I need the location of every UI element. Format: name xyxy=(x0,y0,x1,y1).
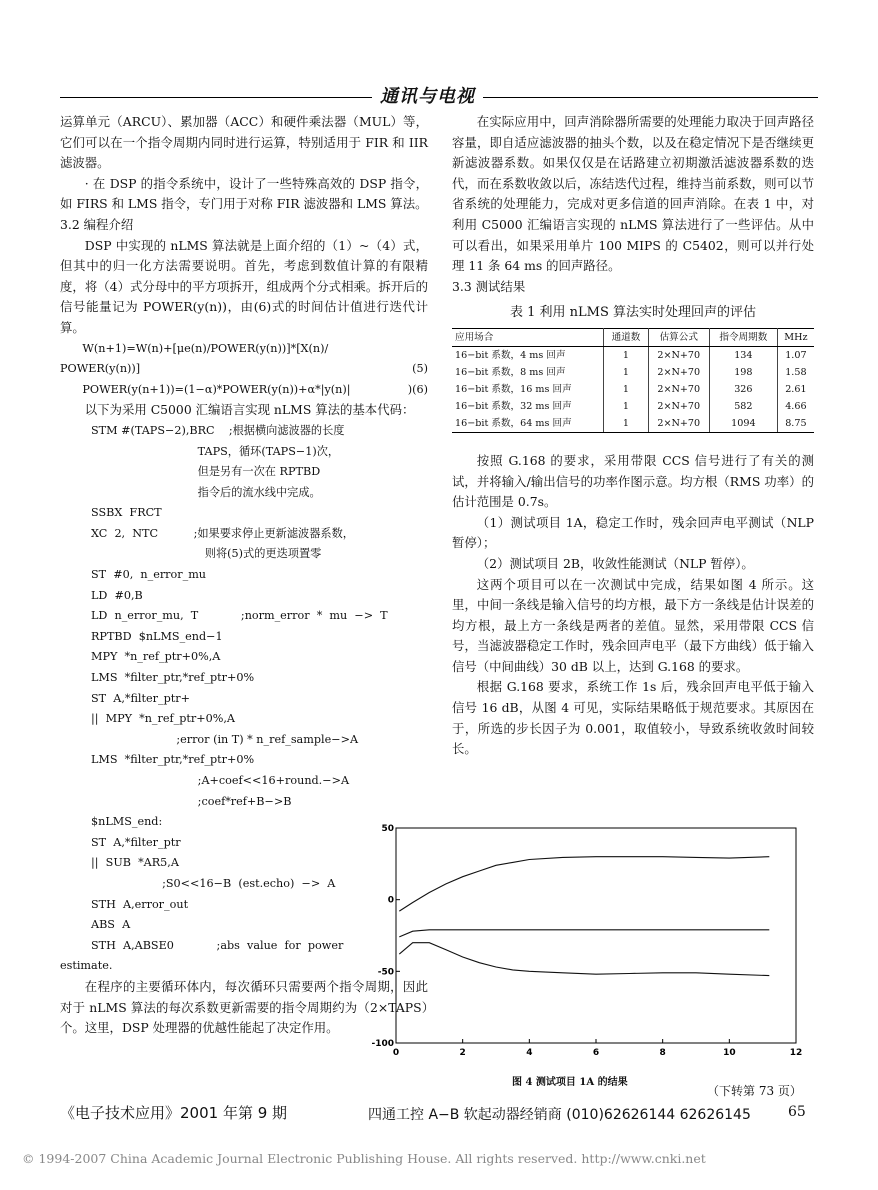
x-tick-label: 10 xyxy=(723,1048,736,1058)
x-tick-label: 0 xyxy=(392,1048,400,1058)
paragraph: · 在 DSP 的指令系统中，设计了一些特殊高效的 DSP 指令，如 FIRS 和 LMS 指令，专门用于对称 FIR 滤波器和 LMS 算法。 xyxy=(60,175,428,212)
code-line: ABS A xyxy=(91,918,131,932)
code-line: LD #0,B xyxy=(91,588,143,602)
paragraph: 根据 G.168 要求，系统工作 1s 后，残余回声电平低于输入信号 16 dB，从图 4 可见，实际结果略低于规范要求。其原因在于，所选的步长因子为 0.001，取值较小，导致系统收敛时间较长。 xyxy=(452,679,814,757)
series-line-1 xyxy=(399,857,769,911)
table-cell: 2×N+70 xyxy=(648,415,709,433)
equation-text: POWER(y(n+1))=(1−α)*POWER(y(n))+α*|y(n)| xyxy=(82,382,351,396)
x-tick-label: 8 xyxy=(659,1048,666,1058)
paragraph: 在实际应用中，回声消除器所需要的处理能力取决于回声路径容量，即自适应滤波器的抽头个数，以及在稳定情况下是否继续更新滤波器系数。如果仅仅是在话路建立初期激活滤波器系数的迭代，而在系数收敛以后，冻结迭代过程，维持当前系数，则可以节省系统的处理能力，完成对更多信道的回声消除。在表 1 中，对利用 C5000 汇编语言实现的 nLMS 算法进行了一些评估。从中可以看出，如果采用单片 100 MIPS 的 C5402，则可以并行处理 11 条 64 ms 的回声路径。 xyxy=(452,114,814,274)
equation-number: )(6) xyxy=(407,382,428,396)
code-line: ST #0, n_error_mu xyxy=(91,568,207,582)
copyright-notice: © 1994-2007 China Academic Journal Electronic Publishing House. All rights reserved. http://www.cnki.net xyxy=(22,1151,706,1166)
code-line: STH A,error_out xyxy=(91,897,189,911)
equation-5 xyxy=(60,339,428,380)
code-line: LD n_error_mu, T ;norm_error * mu −> T xyxy=(91,609,388,623)
section-heading-3-3: 3.3 测试结果 xyxy=(452,278,526,294)
y-tick-label: -50 xyxy=(377,967,394,978)
table-cell: 134 xyxy=(709,346,777,364)
paragraph: 运算单元（ARCU）、累加器（ACC）和硬件乘法器（MUL）等，它们可以在一个指令周期内同时进行运算，特别适用于 FIR 和 IIR 滤波器。 xyxy=(60,114,428,171)
figure-caption: 图 4 测试项目 1A 的结果 xyxy=(512,1077,628,1088)
paragraph: （1）测试项目 1A，稳定工作时，残余回声电平测试（NLP 暂停）； xyxy=(452,514,814,551)
code-line: $nLMS_end: xyxy=(91,815,163,829)
continued-note: （下转第 73 页） xyxy=(707,1084,802,1098)
series-line-3 xyxy=(399,943,769,976)
table-header-cell: 通道数 xyxy=(604,328,648,346)
code-tail: estimate. xyxy=(60,959,113,973)
code-line: ;S0<<16−B (est.echo) −> A xyxy=(91,876,336,890)
figure-4-chart xyxy=(360,822,810,1067)
table-header-cell: 应用场合 xyxy=(452,328,604,346)
table-caption: 表 1 利用 nLMS 算法实时处理回声的评估 xyxy=(509,305,757,321)
table-cell: 2×N+70 xyxy=(648,381,709,398)
table-row xyxy=(452,364,814,381)
table-cell: 1 xyxy=(604,364,648,381)
table-cell: 198 xyxy=(709,364,777,381)
equation-6 xyxy=(60,380,428,401)
plot-frame xyxy=(396,828,796,1043)
advertisement-footer: 四通工控 A−B 软起动器经销商 (010)62626144 62626145 xyxy=(368,1107,751,1123)
table-row xyxy=(452,346,814,364)
table-cell: 1 xyxy=(604,398,648,415)
table-body xyxy=(452,346,814,432)
x-tick-label: 4 xyxy=(526,1048,533,1058)
code-line: 指令后的流水线中完成。 xyxy=(91,485,321,499)
table-cell: 1094 xyxy=(709,415,777,433)
code-line: STH A,ABSE0 ;abs value for power xyxy=(91,938,344,952)
code-line: || SUB *AR5,A xyxy=(91,856,179,870)
series-line-2 xyxy=(399,930,769,937)
table-cell: 16−bit 系数，32 ms 回声 xyxy=(452,398,604,415)
table-header-row xyxy=(452,328,814,346)
code-line: || MPY *n_ref_ptr+0%,A xyxy=(91,712,235,726)
code-line: LMS *filter_ptr,*ref_ptr+0% xyxy=(91,671,255,685)
table-cell: 16−bit 系数，16 ms 回声 xyxy=(452,381,604,398)
table-cell: 582 xyxy=(709,398,777,415)
table-cell: 2×N+70 xyxy=(648,364,709,381)
table-cell: 2.61 xyxy=(777,381,814,398)
x-tick-label: 6 xyxy=(592,1048,600,1058)
chart-svg xyxy=(360,822,810,1067)
table-cell: 8.75 xyxy=(777,415,814,433)
code-line: MPY *n_ref_ptr+0%,A xyxy=(91,650,221,664)
table-cell: 1 xyxy=(604,415,648,433)
paragraph: 以下为采用 C5000 汇编语言实现 nLMS 算法的基本代码： xyxy=(84,402,415,418)
paragraph: DSP 中实现的 nLMS 算法就是上面介绍的（1）~（4）式，但其中的归一化方法需要说明。首先，考虑到数值计算的有限精度，将（4）式分母中的平方项拆开，组成两个分式相乘。拆开后的信号能量记为 POWER(y(n))，由(6)式的时间估计值进行迭代计算。 xyxy=(60,237,428,335)
table-cell: 16−bit 系数，64 ms 回声 xyxy=(452,415,604,433)
page-number: 65 xyxy=(788,1104,806,1120)
table-row xyxy=(452,381,814,398)
code-line: RPTBD $nLMS_end−1 xyxy=(91,629,223,643)
paragraph: 按照 G.168 的要求，采用带限 CCS 信号进行了有关的测试，并将输入/输出信号的功率作图示意。均方根（RMS 功率）的估计范围是 0.7s。 xyxy=(452,452,814,510)
table-cell: 16−bit 系数，4 ms 回声 xyxy=(452,346,604,364)
code-line: ;A+coef<<16+round.−>A xyxy=(91,774,350,787)
table-row xyxy=(452,415,814,433)
code-line: ;error (in T) * n_ref_sample−>A xyxy=(91,732,359,746)
code-line: XC 2, NTC ;如果要求停止更新滤波器系数， xyxy=(91,526,354,540)
table-cell: 16−bit 系数，8 ms 回声 xyxy=(452,364,604,381)
code-line: TAPS，循环(TAPS−1)次， xyxy=(91,444,340,458)
table-header-cell: 指令周期数 xyxy=(709,328,777,346)
y-tick-label: 50 xyxy=(381,824,394,834)
y-tick-label: 0 xyxy=(387,895,394,906)
code-line: 则将(5)式的更迭项置零 xyxy=(91,547,322,561)
table-header-cell: 估算公式 xyxy=(648,328,709,346)
code-line: ST A,*filter_ptr+ xyxy=(91,691,190,705)
code-line: ST A,*filter_ptr xyxy=(91,835,181,849)
table-cell: 1.07 xyxy=(777,346,814,364)
x-tick-label: 2 xyxy=(459,1048,466,1058)
paragraph: 这两个项目可以在一次测试中完成，结果如图 4 所示。这里，中间一条线是输入信号的均方根，最下方一条线是估计误差的均方根，最上方一条线是两者的差值。显然，采用带限 CCS 信号，当滤波器稳定工作时，残余回声电平（最下方曲线）低于输入信号（中间曲线）30 dB 以上，达到 G.168 的要求。 xyxy=(452,576,814,674)
table-cell: 2×N+70 xyxy=(648,346,709,364)
code-line: 但是另有一次在 RPTBD xyxy=(91,465,321,479)
table-cell: 1 xyxy=(604,346,648,364)
code-line: STM #(TAPS−2),BRC ;根据横向滤波器的长度 xyxy=(91,423,345,437)
right-column xyxy=(452,112,814,760)
table-cell: 4.66 xyxy=(777,398,814,415)
paragraph: 在程序的主要循环体内，每次循环只需要两个指令周期，因此对于 nLMS 算法的每次系数更新需要的指令周期约为（2×TAPS）个。这里，DSP 处理器的优越性能起了决定作用。 xyxy=(60,978,428,1036)
table-cell: 2×N+70 xyxy=(648,398,709,415)
x-tick-label: 12 xyxy=(789,1048,803,1058)
equation-text: POWER(y(n))] xyxy=(60,362,141,376)
journal-footer: 《电子技术应用》2001 年第 9 期 xyxy=(60,1104,288,1122)
table-cell: 326 xyxy=(709,381,777,398)
equation-text: W(n+1)=W(n)+[μe(n)/POWER(y(n))]*[X(n)/ xyxy=(82,341,329,355)
code-line: ;coef*ref+B−>B xyxy=(91,794,292,808)
equation-number: (5) xyxy=(412,362,428,376)
journal-section-title: 通讯与电视 xyxy=(372,82,483,108)
table-cell: 1.58 xyxy=(777,364,814,381)
paragraph: （2）测试项目 2B，收敛性能测试（NLP 暂停）。 xyxy=(476,555,754,571)
code-line: LMS *filter_ptr,*ref_ptr+0% xyxy=(91,753,255,767)
code-line: SSBX FRCT xyxy=(91,506,162,520)
section-heading-3-2: 3.2 编程介绍 xyxy=(60,216,134,232)
table-row xyxy=(452,398,814,415)
evaluation-table xyxy=(452,328,814,433)
table-header-cell: MHz xyxy=(777,328,814,346)
y-tick-label: -100 xyxy=(371,1039,394,1049)
table-cell: 1 xyxy=(604,381,648,398)
